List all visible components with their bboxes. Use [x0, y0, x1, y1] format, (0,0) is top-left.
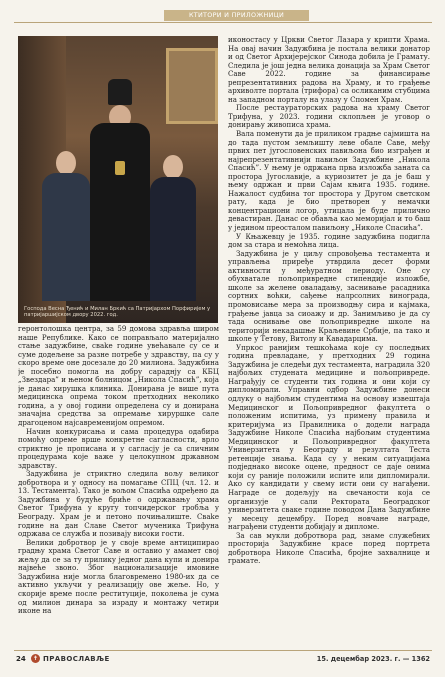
photo-person-right — [150, 155, 196, 301]
paragraph: У Књажевцу је 1935. године задужбина подигла дом за стара и немоћна лица. — [228, 231, 430, 250]
photo-person-left — [42, 151, 90, 301]
article-column-right — [228, 36, 430, 643]
photo-caption: Господа Весна Ђенић и Милан Бркић са Патријархом Порфиријем у патријаршијском двору 2022. год. — [24, 305, 211, 319]
paragraph: иконостасу у Цркви Светог Лазара у крипти Храма. На овај начин Задужбина је постала велики донатор и од Светог Архијерејског Синода добила је Грамату. Следила је још једна велика донација за Храм Светог Саве 2022. године за финансирање репрезентативних радова на Храму, и то грађење архиволте портала (трифора) са осликаним стубцима на западном порталу на улазу у Спомен Храм. — [228, 36, 430, 104]
article-column-left — [18, 325, 219, 643]
paragraph: Велики добротвор је у своје време антиципирао градњу храма Светог Саве и оставио у амамет свој жељу да се за ту прилику једног дана купи и донира највеће звоно. Због национализације имовине Задужбина није могла благовремено 1980-их да се активно укључи у реализацију ове жеље. Но, у скорије време после реституције, поколењa је сума од милион динара за израду и монтажу четири иконе на — [18, 537, 219, 616]
page-footer — [14, 650, 432, 667]
page-number: 24 — [16, 655, 26, 663]
publication-logo-icon: ✝ — [32, 655, 39, 662]
paragraph: Начин конкурисања и сама процедура одабира помоћу опреме врше конкретне сагласности, врло стриктно је прописана и у сагласју је са сличним процедурама које важе у целокупном државном здравству. — [18, 426, 219, 470]
paragraph: После рестаураторских радова на храму Светог Трифуна, у 2023. години склопљен је уговор о донирању живописа храма. — [228, 103, 430, 130]
paragraph: Задужбина је у циљу спровођења тестамента и управљења приређе утврдила десет форми активности у међуратном периоду. Оне су обухватале пољопривредне стипендије изложбе, школе за желене оваладању, заснивање расадника сортних воћки, сађење налрсолних виноградa, промовисање мера за производњу сира и кајмака, грађење јавца за сиоажу и др. Занимљиво је да су тада оснивање ове пољопривредне школе на територији некадашње Краљевине Србије, па тако и школе у Тетову, Витолу и Кавадарцима. — [228, 248, 430, 344]
group-photo — [18, 36, 218, 323]
section-label: КТИТОРИ И ПРИЛОЖНИЦИ — [164, 10, 309, 21]
paragraph: геронтолошка центра, за 59 домова здравља широм наше Републике. Како се поправљало материјално стање задужбине, свake године увећавале су се и суме додељене за разне потребе у здравству, па су у скоро време оне досезале до 20 милиона. Задужбина је посебно помогла на добру сараднју са КБЦ „Звездара” и њеном болницом „Никола Спасић”, која је данас хирушка клиника. Донирана је више пута медицинска опрема током претходних неколико година, а у овој години определена су и донирана значајна средства за опремање хируршке сале драгоценом најсавременијом опремом. — [18, 325, 219, 428]
issue-info: 15. децембар 2023. г. — 1362 — [316, 655, 430, 663]
panagia-icon — [115, 161, 125, 175]
photo-person-patriarch — [90, 101, 150, 301]
paragraph: За сав мукли добротвора рад, знаме служебних просторија Задужбине красе поред портрета добротвора Николе Спасића, бројне захвалнице и грамате. — [228, 530, 430, 566]
paragraph: Упркос ранијим тешкоћама које су последњих година превладане, у претходних 29 година Задужбина је следећи дух тестамента, наградила 320 најбољих студената медицине и пољопривреде. Награђују се студенти тих година и они који су дипломирали. Управни одбор Задужбине донеси одлуку о најбољим студентима на основу извештаја Медицинског и Пољопривредног факултета о положеним испитима, уз примену правила и критеријума из Правилника о додели награда Задужбине Николе Спасића најбољим студентима Медицинског и Пољопривредног факултета Универзитета у Београду и резултата Теста ретенције знања. Када су у неким ситуацијама подједнако високе оцене, предност се даје онима који су раније положили испите или дипломирали. Ако су кандидати у свему исти они су нагађени. Награде се додељују на свечаности која се организује у сали Ректората Београдског универзитета сваке године поводом Дана Задужбине у месецу децембру. Поред новчане награде, награђени студенти добијају и дипломе. — [228, 342, 430, 532]
paragraph: Вала поменути да је приликом градње сајмишта на до тада пустом земљишту леве обале Саве, међу првих пет југословенских павиљона био изграђен и најрепрезентативнији павиљон Задужбине „Никола Спасић”. У њему је одржана прва изложба занатa са простора Југославије, а куриозитет је да је баш у њему одржан и први Сајам књига 1935. године. Нажалост судбина тог простора у Другом светском рату, када је био претворен у немачки концентрациони логор, утицала је буде прилично девастиран. Данас се обавља као меморијал и то баш у једином преосталом павиљону „Николе Спасића”. — [228, 129, 430, 233]
publication-name: ПРАВОСЛАВЉЕ — [43, 655, 110, 663]
paragraph: Задужбина је стриктно следила вољу великог добротвора и у односу на помагање СПЦ (чл. 12. и 13. Тестамента). Тако је вољом Спасића одређено да Задужбина у будуће бриће о одржавању храма Светог Трифуна у кругу топчидерског гробља у Београду. Храм је и петоно почињалиште. Свake године на дан Славе Светог мученика Трифуна одржава се служба и позивају високи гости. — [18, 469, 219, 539]
section-header — [14, 10, 432, 23]
photo-wall-painting — [166, 48, 218, 124]
